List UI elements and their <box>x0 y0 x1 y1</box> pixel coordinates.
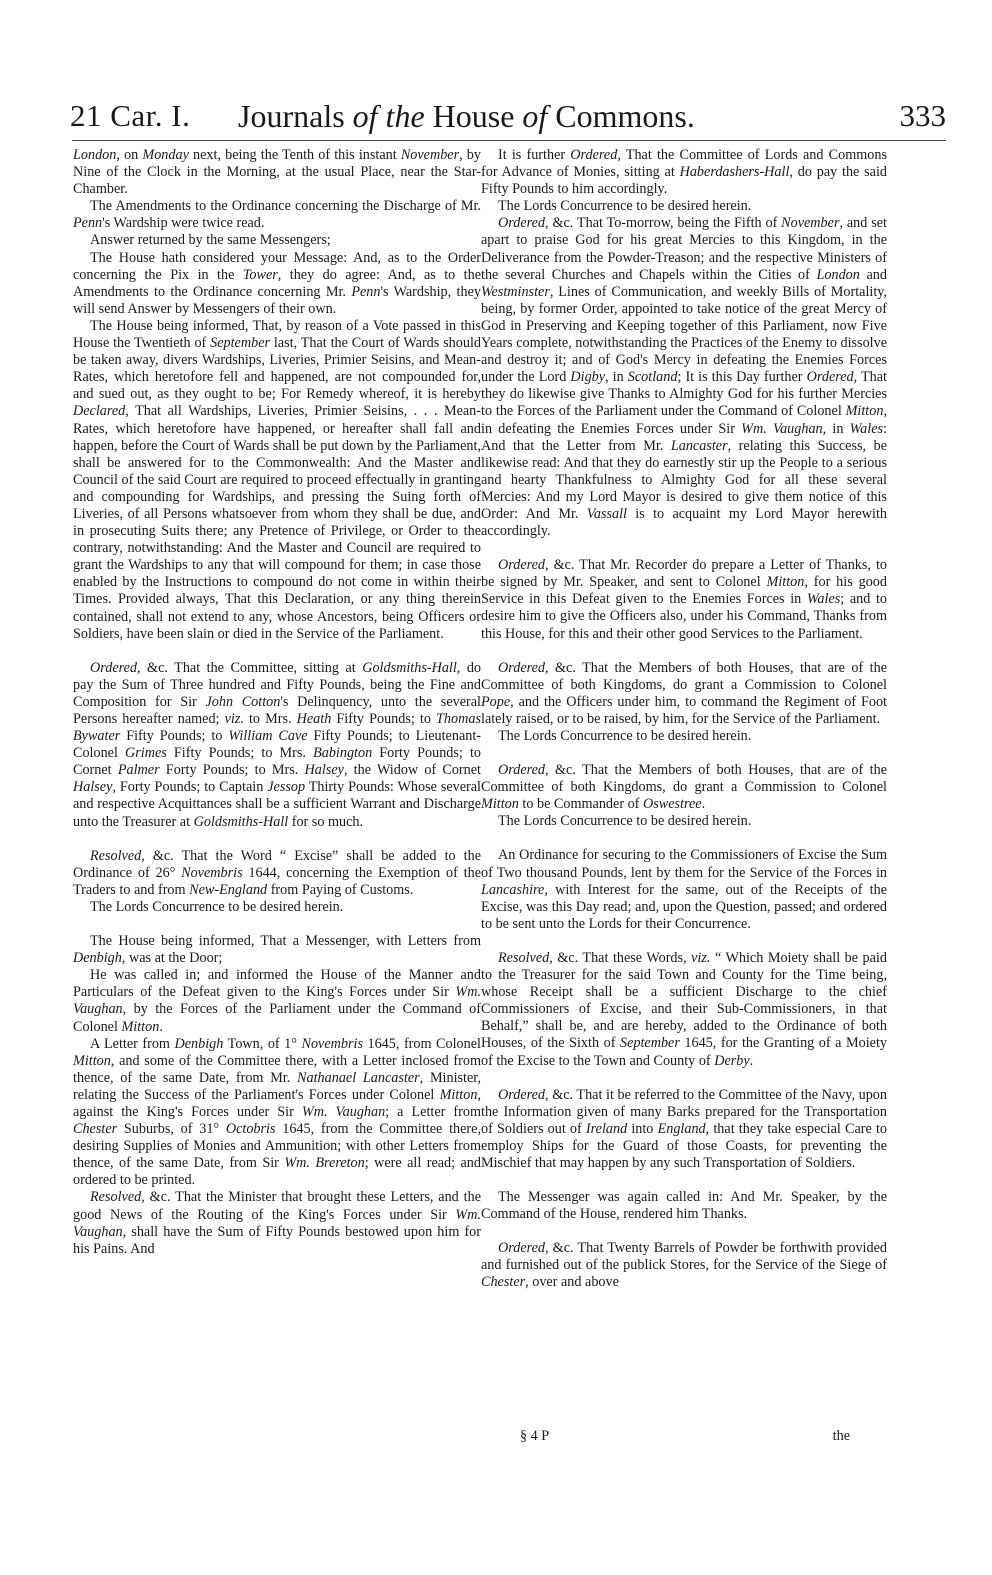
paragraph: Ordered, &c. That it be referred to the Committee of the Navy, upon the Information given of many Barks prepared for the Transportation of Soldiers out of Ireland into England, that they take especial Care to employ Ships for the Guard of those Coasts, for preventing the Mischief that may happen by any such Transportation of Soldiers. <box>481 1086 887 1171</box>
paragraph: He was called in; and informed the House of the Manner and Particulars of the Defeat given to the King's Forces under Sir Wm. Vaughan, by the Forces of the Parliament under the Command of Colonel Mitton. <box>73 967 481 1035</box>
paragraph: The Amendments to the Ordinance concerning the Discharge of Mr. Penn's Wardship were twice read. <box>73 198 481 232</box>
right-column <box>481 147 887 1292</box>
paragraph: Resolved, &c. That these Words, viz. “ Which Moiety shall be paid to the Treasurer for the said Town and County for the Time being, whose Receipt shall be a sufficient Discharge to the chief Commissioners of Excise, and their Sub-Commissioners, in that Behalf,” shall be, and are hereby, added to the Ordinance of both Houses, of the Sixth of September 1645, for the Granting of a Moiety of the Excise to the Town and County of Derby. <box>481 949 887 1069</box>
paragraph: The House being informed, That a Messenger, with Letters from Denbigh, was at the Door; <box>73 933 481 967</box>
paragraph: Ordered, &c. That the Members of both Houses, that are of the Committee of both Kingdoms, do grant a Commission to Colonel Mitton to be Commander of Oswestree. <box>481 762 887 813</box>
paragraph: Answer returned by the same Messengers; <box>90 232 331 249</box>
paragraph: London, on Monday next, being the Tenth of this instant November, by Nine of the Clock in the Morning, at the usual Place, near the Star-Chamber. <box>73 147 481 198</box>
running-header <box>70 98 946 140</box>
paragraph: It is further Ordered, That the Committee of Lords and Commons for Advance of Monies, sitting at Haberdashers-Hall, do pay the said Fifty Pounds to him accordingly. <box>481 147 888 198</box>
paragraph: An Ordinance for securing to the Commissioners of Excise the Sum of Two thousand Pounds, lent by them for the Service of the Forces in Lancashire, with Interest for the same, out of the Receipts of the Excise, was this Day read; and, upon the Question, passed; and ordered to be sent unto the Lords for their Concurrence. <box>481 847 887 932</box>
regnal-year: 21 Car. I. <box>70 98 191 133</box>
catchword: the <box>832 1428 850 1444</box>
paragraph: The House hath considered your Message: And, as to the Order concerning the Pix in the Tower, they do agree: And, as to the Amendments to the Ordinance concerning Mr. Penn's Wardship, they will send Answer by Messengers of their own. <box>73 249 481 317</box>
journal-title: Journals of the House of Commons. <box>238 98 695 134</box>
paragraph: Resolved, &c. That the Minister that brought these Letters, and the good News of the Routing of the King's Forces under Sir Wm. Vaughan, shall have the Sum of Fifty Pounds bestowed upon him for his Pains. And <box>73 1189 481 1257</box>
paragraph: The Lords Concurrence to be desired herein. <box>498 813 752 830</box>
page-number: 333 <box>899 98 946 133</box>
paragraph: The Lords Concurrence to be desired herein. <box>498 198 752 215</box>
paragraph: Ordered, &c. That Twenty Barrels of Powder be forthwith provided and furnished out of the publick Stores, for the Service of the Siege of Chester, over and above <box>481 1240 887 1291</box>
paragraph: Ordered, &c. That the Committee, sitting at Goldsmiths-Hall, do pay the Sum of Three hundred and Fifty Pounds, being the Fine and Composition for Sir John Cotton's Delinquency, unto the several Persons hereafter named; viz. to Mrs. Heath Fifty Pounds; to Thomas Bywater Fifty Pounds; to William Cave Fifty Pounds; to Lieutenant-Colonel Grimes Fifty Pounds; to Mrs. Babington Forty Pounds; to Cornet Palmer Forty Pounds; to Mrs. Halsey, the Widow of Cornet Halsey, Forty Pounds; to Captain Jessop Thirty Pounds: Whose several and respective Acquittances shall be a sufficient Warrant and Discharge unto the Treasurer at Goldsmiths-Hall for so much. <box>73 659 482 830</box>
left-column <box>73 147 481 1258</box>
paragraph: The House being informed, That, by reason of a Vote passed in this House the Twentieth of September last, That the Court of Wards should be taken away, divers Wardships, Liveries, Primier Seisins, and Mean-Rates, which heretofore fell and happened, are not compounded for, and sued out, as they ought to be; For Remedy whereof, it is hereby Declared, That all Wardships, Liveries, Primier Seisins, . . . Mean-Rates, which heretofore have happened, or hereafter shall fall and happen, before the Court of Wards shall be put down by the Parliament, shall be answered for to the Commonwealth: And the Master and Council of the said Court are required to proceed effectually in granting and compounding for Wardships, and pressing the Suing forth of Liveries, of all Persons whatsoever from whom they shall be due, and in prosecuting Suits there; any Pretence of Privilege, or Order to the contrary, notwithstanding: And the Master and Council are required to grant the Wardships to any that will compound for them; in case those enabled by the Instructions to compound do not come in within their Times. Provided always, That this Declaration, or any thing therein contained, shall not extend to any, whose Ancestors, being Officers or Soldiers, have been slain or died in the Service of the Parliament. <box>73 317 481 642</box>
signature-mark: § 4 P <box>520 1428 550 1444</box>
paragraph: Ordered, &c. That Mr. Recorder do prepare a Letter of Thanks, to be signed by Mr. Speaker, and sent to Colonel Mitton, for his good Service in this Defeat given to the Enemies Forces in Wales; and to desire him to give the Officers also, under his Command, Thanks from this House, for this and their other good Services to the Parliament. <box>481 557 887 642</box>
page-footer <box>520 1428 850 1448</box>
paragraph: Ordered, &c. That the Members of both Houses, that are of the Committee of both Kingdoms, do grant a Commission to Colonel Pope, and the Officers under him, to command the Regiment of Foot lately raised, or to be raised, by him, for the Service of the Parliament. <box>481 659 887 727</box>
paragraph: A Letter from Denbigh Town, of 1° Novembris 1645, from Colonel Mitton, and some of the Committee there, with a Letter inclosed from thence, of the same Date, from Mr. Nathanael Lancaster, Minister, relating the Success of the Parliament's Forces under Colonel Mitton, against the King's Forces under Sir Wm. Vaughan; a Letter from Chester Suburbs, of 31° Octobris 1645, from the Committee there, desiring Supplies of Monies and Ammunition; with other Letters from thence, of the same Date, from Sir Wm. Brereton; were all read; and ordered to be printed. <box>73 1035 482 1189</box>
paragraph: The Lords Concurrence to be desired herein. <box>90 898 344 915</box>
paragraph: The Messenger was again called in: And Mr. Speaker, by the Command of the House, rendered him Thanks. <box>481 1189 887 1223</box>
paragraph: The Lords Concurrence to be desired herein. <box>498 728 752 744</box>
paragraph: Resolved, &c. That the Word “ Excise” shall be added to the Ordinance of 26° Novembris 1644, concerning the Exemption of the Traders to and from New-England from Paying of Customs. <box>73 847 481 898</box>
header-rule <box>72 140 946 141</box>
paragraph: Ordered, &c. That To-morrow, being the Fifth of November, and set apart to praise God for his great Mercies to this Kingdom, in the Deliverance from the Powder-Treason; and the respective Ministers of the several Churches and Chapels within the Cities of London and Westminster, Lines of Communication, and weekly Bills of Mortality, being, by former Order, appointed to take notice of the great Mercy of God in Preserving and Keeping together of this Parliament, now Five Years complete, notwithstanding the Practices of the Enemy to dissolve and destroy it; and of God's Mercy in defeating the Enemies Forces under the Lord Digby, in Scotland; It is this Day further Ordered, That they do likewise give Thanks to Almighty God for his further Mercies to the Forces of the Parliament under the Command of Colonel Mitton, in defeating the Enemies Forces under Sir Wm. Vaughan, in Wales: And that the Letter from Mr. Lancaster, relating this Success, be likewise read: And that they do earnestly stir up the People to a serious and hearty Thankfulness to Almighty God for all these several Mercies: And my Lord Mayor is desired to give them notice of this Order: And Mr. Vassall is to acquaint my Lord Mayor herewith accordingly. <box>481 215 887 540</box>
